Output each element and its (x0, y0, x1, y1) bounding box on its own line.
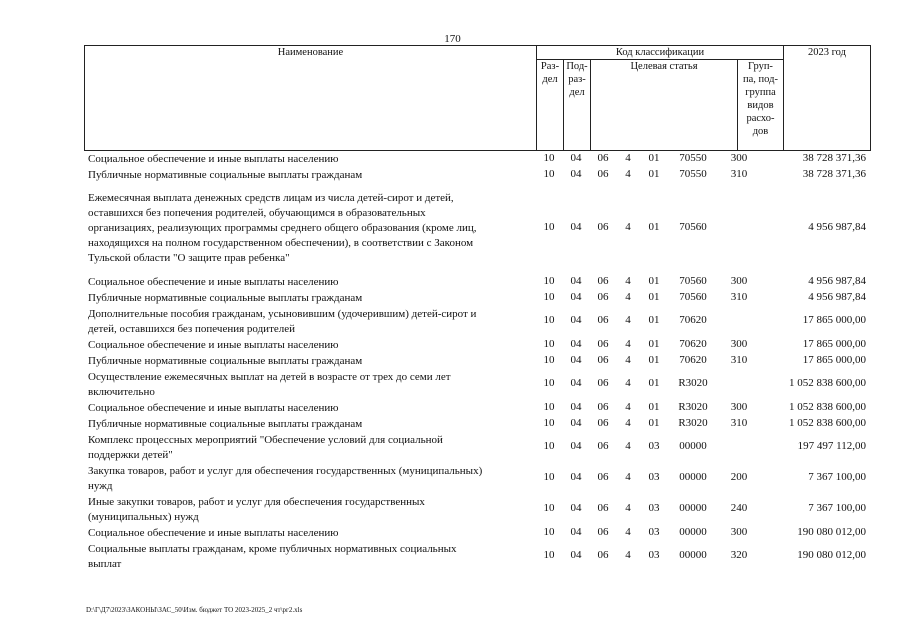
row-code-t2: 4 (625, 221, 631, 233)
row-code-t1: 06 (597, 526, 609, 538)
row-code-t2: 4 (625, 275, 631, 287)
header-target: Целевая статья (591, 60, 738, 151)
row-code-t4: 70620 (679, 314, 707, 326)
row-code-sub: 04 (570, 401, 582, 413)
row-amount: 4 956 987,84 (808, 291, 866, 303)
row-amount: 4 956 987,84 (808, 221, 866, 233)
table-row (84, 463, 870, 494)
row-name: Социальное обеспечение и иные выплаты населению (88, 276, 339, 288)
row-code-sec: 10 (543, 354, 555, 366)
table-row (84, 337, 870, 353)
row-name: Публичные нормативные социальные выплаты гражданам (88, 418, 363, 430)
row-amount: 7 367 100,00 (808, 471, 866, 483)
table-row (84, 494, 870, 525)
row-code-t2: 4 (625, 168, 631, 180)
row-code-sub: 04 (570, 314, 582, 326)
row-code-grp: 300 (730, 338, 748, 350)
row-amount: 4 956 987,84 (808, 275, 866, 287)
row-code-t3: 03 (648, 526, 660, 538)
table-header (84, 45, 871, 151)
row-code-t3: 01 (648, 221, 660, 233)
row-name: Публичные нормативные социальные выплаты гражданам (88, 355, 363, 367)
header-name: Наименование (85, 46, 537, 151)
table-row (84, 432, 870, 463)
row-code-t1: 06 (597, 377, 609, 389)
row-code-grp: 310 (730, 354, 748, 366)
row-code-t4: 00000 (679, 471, 707, 483)
row-code-t4: 70620 (679, 354, 707, 366)
row-code-t3: 03 (648, 440, 660, 452)
row-amount: 1 052 838 600,00 (789, 377, 866, 389)
row-code-grp: 240 (730, 502, 748, 514)
row-code-sub: 04 (570, 168, 582, 180)
row-code-t1: 06 (597, 275, 609, 287)
row-amount: 17 865 000,00 (802, 338, 866, 350)
row-code-t4: 00000 (679, 440, 707, 452)
row-code-t1: 06 (597, 291, 609, 303)
row-code-sub: 04 (570, 440, 582, 452)
table-row (84, 183, 870, 274)
row-code-sec: 10 (543, 526, 555, 538)
row-code-sub: 04 (570, 221, 582, 233)
header-subsection: Под- раз- дел (564, 60, 591, 151)
row-code-t4: 70550 (679, 168, 707, 180)
row-code-t3: 01 (648, 401, 660, 413)
row-code-t3: 01 (648, 275, 660, 287)
row-code-t4: R3020 (678, 401, 708, 413)
row-code-t3: 03 (648, 549, 660, 561)
row-code-t4: R3020 (678, 417, 708, 429)
row-code-t2: 4 (625, 377, 631, 389)
row-code-grp: 300 (730, 526, 748, 538)
row-code-t3: 01 (648, 168, 660, 180)
row-code-sub: 04 (570, 377, 582, 389)
row-code-t1: 06 (597, 417, 609, 429)
row-code-sub: 04 (570, 152, 582, 164)
row-code-sec: 10 (543, 152, 555, 164)
row-code-sec: 10 (543, 338, 555, 350)
row-code-t4: 70560 (679, 221, 707, 233)
table-row (84, 151, 870, 167)
row-name: Социальное обеспечение и иные выплаты населению (88, 339, 339, 351)
row-name: Социальное обеспечение и иные выплаты населению (88, 527, 339, 539)
row-amount: 190 080 012,00 (797, 526, 866, 538)
row-name: Комплекс процессных мероприятий "Обеспечение условий для социальной поддержки детей" (88, 434, 443, 461)
row-code-grp: 310 (730, 417, 748, 429)
row-code-sub: 04 (570, 526, 582, 538)
row-code-sec: 10 (543, 221, 555, 233)
table-row (84, 306, 870, 337)
file-path-footer: D:\Г\Д7\2023\ЗАКОНЫ\ЗАС_50\Изм. бюджет ТО 2023-2025_2 чт\рг2.xls (86, 606, 303, 614)
row-code-sub: 04 (570, 275, 582, 287)
row-code-sec: 10 (543, 168, 555, 180)
row-code-sub: 04 (570, 354, 582, 366)
table-row (84, 541, 870, 572)
row-code-grp: 300 (730, 152, 748, 164)
row-code-t2: 4 (625, 338, 631, 350)
row-code-t2: 4 (625, 440, 631, 452)
row-amount: 190 080 012,00 (797, 549, 866, 561)
row-code-t2: 4 (625, 354, 631, 366)
row-name: Иные закупки товаров, работ и услуг для обеспечения государственных (муниципальных) нужд (88, 496, 425, 523)
row-code-t2: 4 (625, 417, 631, 429)
row-code-t4: 70550 (679, 152, 707, 164)
row-code-sec: 10 (543, 275, 555, 287)
row-code-grp: 310 (730, 168, 748, 180)
row-code-sub: 04 (570, 502, 582, 514)
row-code-t4: 70560 (679, 291, 707, 303)
row-code-t2: 4 (625, 152, 631, 164)
row-code-sec: 10 (543, 549, 555, 561)
table-row (84, 369, 870, 400)
row-code-t3: 03 (648, 502, 660, 514)
page-number: 170 (444, 33, 461, 45)
row-name: Публичные нормативные социальные выплаты гражданам (88, 169, 363, 181)
table-row (84, 400, 870, 416)
row-code-t1: 06 (597, 549, 609, 561)
row-amount: 38 728 371,36 (802, 152, 866, 164)
row-code-t2: 4 (625, 502, 631, 514)
row-code-t3: 01 (648, 338, 660, 350)
row-code-sec: 10 (543, 377, 555, 389)
table-row (84, 416, 870, 432)
row-amount: 7 367 100,00 (808, 502, 866, 514)
row-name: Публичные нормативные социальные выплаты гражданам (88, 292, 363, 304)
row-code-sub: 04 (570, 549, 582, 561)
row-amount: 197 497 112,00 (797, 440, 866, 452)
row-code-t2: 4 (625, 471, 631, 483)
table-row (84, 525, 870, 541)
row-code-sec: 10 (543, 471, 555, 483)
row-name: Социальные выплаты гражданам, кроме публичных нормативных социальных выплат (88, 543, 457, 570)
row-amount: 1 052 838 600,00 (789, 417, 866, 429)
row-code-sec: 10 (543, 440, 555, 452)
row-name: Осуществление ежемесячных выплат на детей в возрасте от трех до семи лет включительно (88, 371, 451, 398)
row-name: Социальное обеспечение и иные выплаты населению (88, 153, 339, 165)
row-code-t1: 06 (597, 471, 609, 483)
row-code-grp: 300 (730, 275, 748, 287)
row-code-t1: 06 (597, 401, 609, 413)
row-code-t4: 00000 (679, 526, 707, 538)
row-name: Дополнительные пособия гражданам, усыновившим (удочерившим) детей-сирот и детей, оставшихся без попечения родителей (88, 308, 477, 335)
row-code-t3: 01 (648, 354, 660, 366)
row-name: Ежемесячная выплата денежных средств лицам из числа детей-сирот и детей, оставшихся без попечения родителей, обучающимся в образовательных организациях, реализующих программы среднего общего образования (кроме лиц, находящихся на полном государственном обеспечении), в соответствии с Законом Тульской области "О защите прав ребенка" (88, 192, 477, 264)
row-name: Закупка товаров, работ и услуг для обеспечения государственных (муниципальных) нужд (88, 465, 483, 492)
row-code-t1: 06 (597, 221, 609, 233)
row-amount: 17 865 000,00 (802, 314, 866, 326)
table-row (84, 274, 870, 290)
row-code-t1: 06 (597, 502, 609, 514)
row-code-t1: 06 (597, 314, 609, 326)
row-code-t3: 03 (648, 471, 660, 483)
row-code-t3: 01 (648, 417, 660, 429)
row-amount: 38 728 371,36 (802, 168, 866, 180)
table-body (84, 151, 870, 572)
row-code-sub: 04 (570, 291, 582, 303)
row-code-sec: 10 (543, 401, 555, 413)
row-code-t2: 4 (625, 526, 631, 538)
row-code-t2: 4 (625, 291, 631, 303)
row-code-sec: 10 (543, 417, 555, 429)
row-code-t4: 70560 (679, 275, 707, 287)
row-code-grp: 300 (730, 401, 748, 413)
row-code-t3: 01 (648, 291, 660, 303)
table-row (84, 353, 870, 369)
row-code-t3: 01 (648, 152, 660, 164)
row-code-sub: 04 (570, 338, 582, 350)
row-code-t2: 4 (625, 314, 631, 326)
row-code-t4: R3020 (678, 377, 708, 389)
row-code-t4: 70620 (679, 338, 707, 350)
row-code-sub: 04 (570, 471, 582, 483)
row-code-t1: 06 (597, 168, 609, 180)
row-amount: 1 052 838 600,00 (789, 401, 866, 413)
row-code-sec: 10 (543, 502, 555, 514)
row-code-t4: 00000 (679, 502, 707, 514)
table-row (84, 167, 870, 183)
row-code-t2: 4 (625, 401, 631, 413)
row-code-t1: 06 (597, 338, 609, 350)
row-code-t3: 01 (648, 314, 660, 326)
row-code-t1: 06 (597, 152, 609, 164)
row-code-t3: 01 (648, 377, 660, 389)
header-group: Груп- па, под- группа видов расхо- дов (738, 60, 784, 151)
row-code-sec: 10 (543, 314, 555, 326)
row-code-grp: 200 (730, 471, 748, 483)
row-code-grp: 310 (730, 291, 748, 303)
row-name: Социальное обеспечение и иные выплаты населению (88, 402, 339, 414)
row-code-sub: 04 (570, 417, 582, 429)
header-section: Раз- дел (537, 60, 564, 151)
row-code-t1: 06 (597, 354, 609, 366)
header-year: 2023 год (784, 46, 871, 151)
row-code-t1: 06 (597, 440, 609, 452)
header-code: Код классификации (537, 46, 784, 60)
row-code-sec: 10 (543, 291, 555, 303)
row-amount: 17 865 000,00 (802, 354, 866, 366)
row-code-t4: 00000 (679, 549, 707, 561)
row-code-t2: 4 (625, 549, 631, 561)
row-code-grp: 320 (730, 549, 748, 561)
table-row (84, 290, 870, 306)
